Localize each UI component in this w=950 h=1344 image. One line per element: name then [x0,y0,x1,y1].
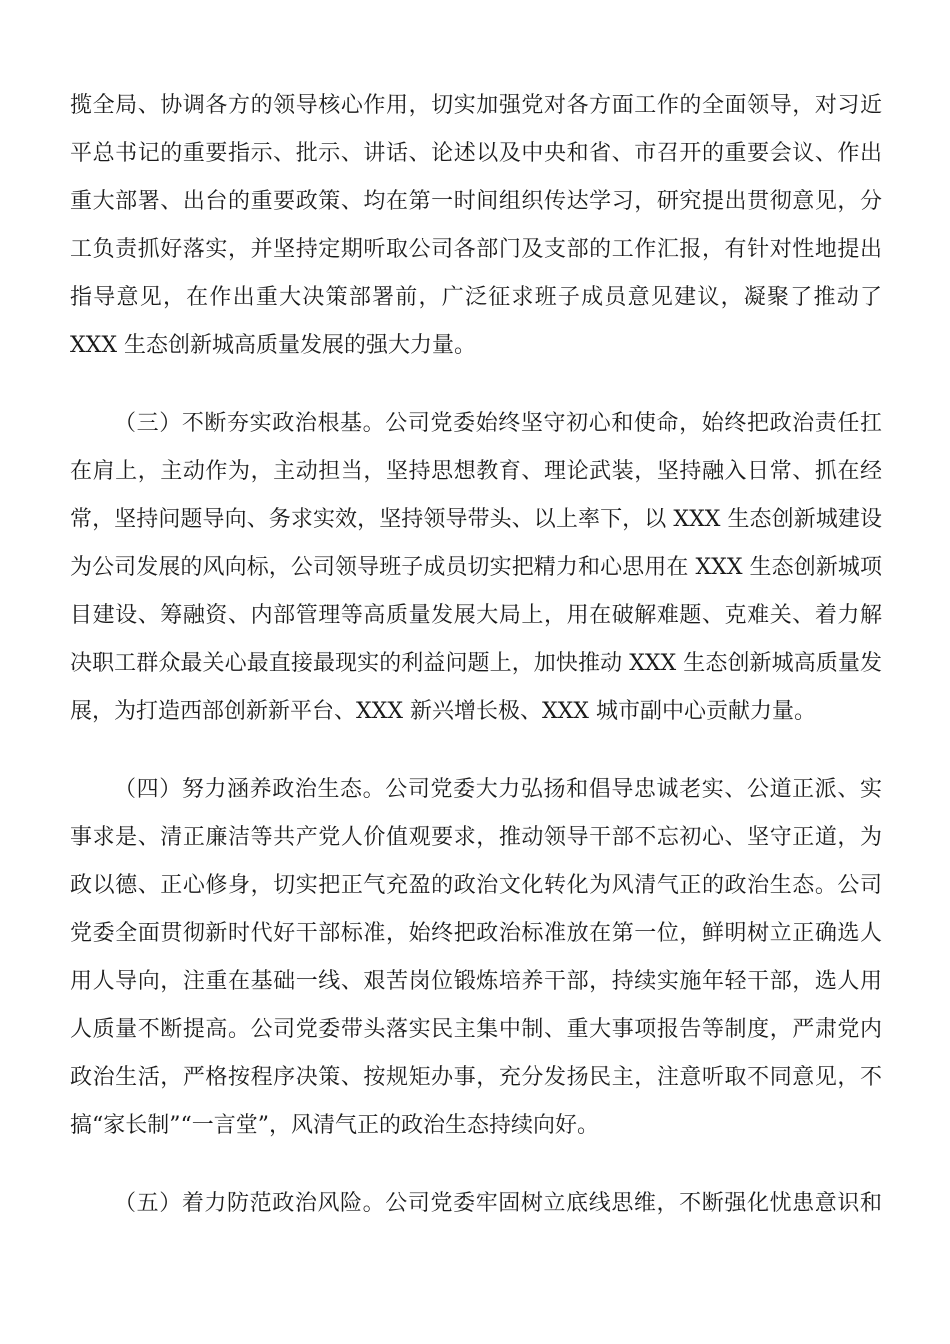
text-line: 重大部署、出台的重要政策、均在第一时间组织传达学习，研究提出贯彻意见，分 [70,189,882,214]
paragraph [70,766,882,1150]
text-line: 政治生活，严格按程序决策、按规矩办事，充分发扬民主，注意听取不同意见，不 [70,1065,882,1090]
text-line: 在肩上，主动作为，主动担当，坚持思想教育、理论武装，坚持融入日常、抓在经 [70,459,882,484]
text-line: 党委全面贯彻新时代好干部标准，始终把政治标准放在第一位，鲜明树立正确选人 [70,921,882,946]
text-line: 目建设、筹融资、内部管理等高质量发展大局上，用在破解难题、克难关、着力解 [70,603,882,628]
text-line: 指导意见，在作出重大决策部署前，广泛征求班子成员意见建议，凝聚了推动了 [70,285,882,310]
text-line: 为公司发展的风向标，公司领导班子成员切实把精力和心思用在 XXX 生态创新城项 [70,555,882,580]
text-line: （四）努力涵养政治生态。公司党委大力弘扬和倡导忠诚老实、公道正派、实 [114,777,882,802]
text-line: 常，坚持问题导向、务求实效，坚持领导带头、以上率下，以 XXX 生态创新城建设 [70,507,882,532]
text-line: （五）着力防范政治风险。公司党委牢固树立底线思维，不断强化忧患意识和 [114,1191,882,1216]
text-line: XXX 生态创新城高质量发展的强大力量。 [70,333,476,358]
paragraph [70,82,882,370]
text-line: 揽全局、协调各方的领导核心作用，切实加强党对各方面工作的全面领导，对习近 [70,93,882,118]
text-line: 用人导向，注重在基础一线、艰苦岗位锻炼培养干部，持续实施年轻干部，选人用 [70,969,882,994]
document-body [70,82,882,1228]
text-line: 事求是、清正廉洁等共产党人价值观要求，推动领导干部不忘初心、坚守正道，为 [70,825,882,850]
text-line: 平总书记的重要指示、批示、讲话、论述以及中央和省、市召开的重要会议、作出 [70,141,882,166]
text-line: 决职工群众最关心最直接最现实的利益问题上，加快推动 XXX 生态创新城高质量发 [70,651,882,676]
paragraph [70,400,882,736]
text-line: 展，为打造西部创新新平台、XXX 新兴增长极、XXX 城市副中心贡献力量。 [70,699,816,724]
text-line: 政以德、正心修身，切实把正气充盈的政治文化转化为风清气正的政治生态。公司 [70,873,882,898]
text-line: 工负责抓好落实，并坚持定期听取公司各部门及支部的工作汇报，有针对性地提出 [70,237,882,262]
text-line: （三）不断夯实政治根基。公司党委始终坚守初心和使命，始终把政治责任扛 [114,411,882,436]
text-line: 人质量不断提高。公司党委带头落实民主集中制、重大事项报告等制度，严肃党内 [70,1017,882,1042]
text-line: 搞“家长制”“一言堂”，风清气正的政治生态持续向好。 [70,1113,599,1138]
paragraph [70,1180,882,1228]
